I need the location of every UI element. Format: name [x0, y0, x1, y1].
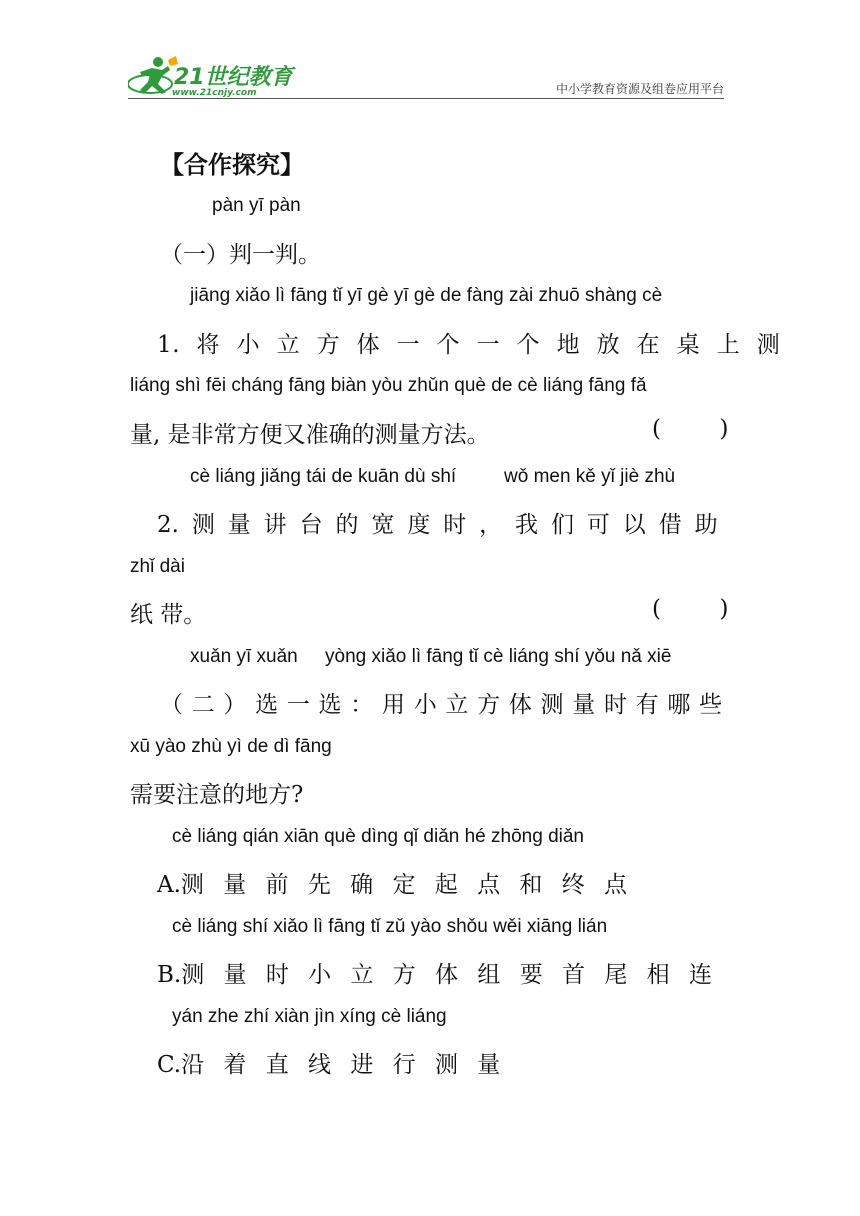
- header-divider: [128, 98, 724, 99]
- option-b-pinyin: cè liáng shí xiǎo lì fāng tǐ zǔ yào shǒu wěi xiāng lián: [172, 916, 608, 937]
- q2-text-line1: 2. 测 量 讲 台 的 宽 度 时 ， 我 们 可 以 借 助: [157, 512, 718, 538]
- q1-text-line1: 1. 将 小 立 方 体 一 个 一 个 地 放 在 桌 上 测: [157, 332, 781, 358]
- q1-answer-blank[interactable]: ( ): [652, 416, 729, 442]
- part2-pinyin-line1b: yòng xiǎo lì fāng tǐ cè liáng shí yǒu nǎ xiē: [325, 646, 672, 667]
- q1-pinyin-line1: jiāng xiǎo lì fāng tǐ yī gè yī gè de fàng zài zhuō shàng cè: [190, 285, 663, 306]
- q2-pinyin-line1b: wǒ men kě yǐ jiè zhù: [504, 466, 676, 487]
- part1-title: （一）判一判。: [160, 242, 321, 268]
- part2-pinyin-line1a: xuǎn yī xuǎn: [190, 646, 298, 667]
- logo-text: 21世纪教育: [174, 65, 293, 90]
- q2-pinyin-line1a: cè liáng jiǎng tái de kuān dù shí: [190, 466, 457, 487]
- logo-url: www.21cnjy.com: [172, 88, 257, 98]
- q2-text-line2: 纸 带。: [130, 602, 207, 628]
- option-a[interactable]: A.测 量 前 先 确 定 起 点 和 终 点: [157, 872, 628, 898]
- part2-text-line1: （ 二 ） 选 一 选 ： 用 小 立 方 体 测 量 时 有 哪 些: [160, 692, 723, 718]
- option-c-pinyin: yán zhe zhí xiàn jìn xíng cè liáng: [172, 1006, 447, 1027]
- part1-title-pinyin: pàn yī pàn: [212, 195, 301, 216]
- option-a-pinyin: cè liáng qián xiān què dìng qǐ diǎn hé zhōng diǎn: [172, 826, 584, 847]
- q1-text-line2: 量, 是非常方便又准确的测量方法。: [130, 422, 490, 448]
- part2-pinyin-line2: xū yào zhù yì de dì fāng: [130, 736, 332, 757]
- option-b[interactable]: B.测 量 时 小 立 方 体 组 要 首 尾 相 连: [157, 962, 712, 988]
- section-title: 【合作探究】: [160, 150, 304, 179]
- part2-text-line2: 需要注意的地方?: [130, 782, 304, 808]
- q2-pinyin-line2: zhǐ dài: [130, 556, 185, 577]
- platform-title: 中小学教育资源及组卷应用平台: [555, 82, 724, 96]
- q1-pinyin-line2: liáng shì fēi cháng fāng biàn yòu zhǔn què de cè liáng fāng fǎ: [130, 375, 647, 396]
- option-c[interactable]: C.沿 着 直 线 进 行 测 量: [157, 1052, 501, 1078]
- q2-answer-blank[interactable]: ( ): [652, 596, 729, 622]
